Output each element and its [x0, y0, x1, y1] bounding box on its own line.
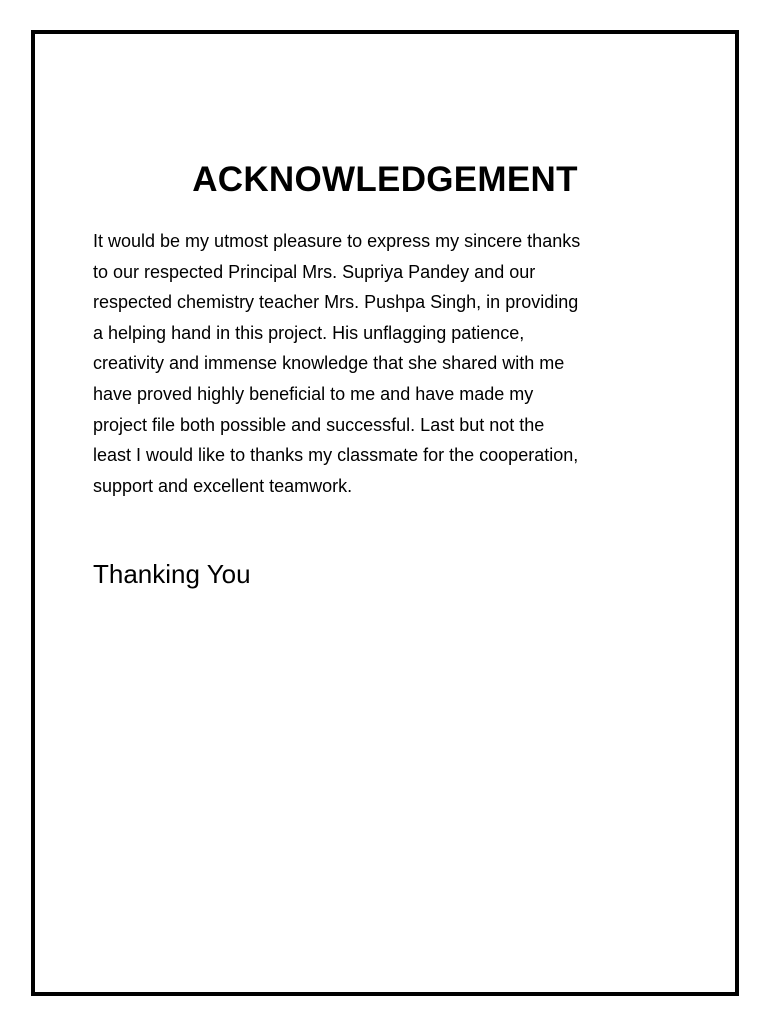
paragraph-line: have proved highly beneficial to me and have made my — [93, 383, 534, 404]
closing-line: Thanking You — [93, 559, 251, 589]
paragraph-line: to our respected Principal Mrs. Supriya Pandey and our — [93, 261, 536, 282]
paragraph-line: respected chemistry teacher Mrs. Pushpa Singh, in providing — [93, 292, 579, 313]
paragraph-line: least I would like to thanks my classmate for the cooperation, — [93, 445, 579, 466]
paragraph-line: a helping hand in this project. His unflagging patience, — [93, 322, 525, 343]
paragraph-line: project file both possible and successful. Last but not the — [93, 414, 545, 435]
paragraph-line: creativity and immense knowledge that she shared with me — [93, 353, 565, 374]
paragraph-line: support and excellent teamwork. — [93, 475, 353, 496]
page-title: ACKNOWLEDGEMENT — [192, 160, 578, 199]
paragraph-line: It would be my utmost pleasure to express my sincere thanks — [93, 231, 581, 251]
acknowledgement-paragraph — [93, 226, 683, 501]
page-border-frame — [31, 30, 739, 996]
